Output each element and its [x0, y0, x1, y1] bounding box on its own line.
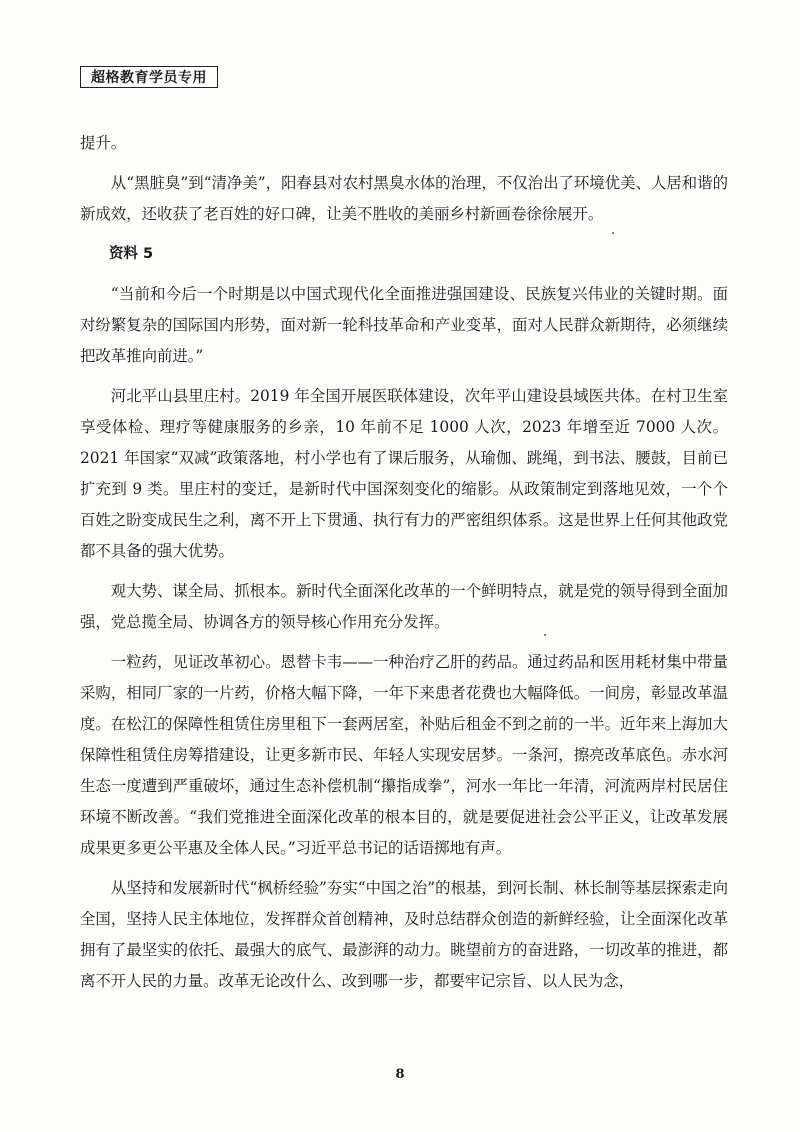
page-number: 8: [395, 1067, 405, 1082]
paragraph-continuation: 提升。: [80, 134, 127, 152]
scan-speck: [612, 232, 614, 234]
paragraph-reform-examples: 一粒药，见证改革初心。恩替卡韦——一种治疗乙肝的药品。通过药品和医用耗材集中带量采购，相同厂家的一片药，价格大幅下降，一年下来患者花费也大幅降低。一间房，彰显改革温度。在松江的保障性租赁住房里租下一套两居室，补贴后租金不到之前的一半。近年来上海加大保障性租赁住房筹措建设，让更多新市民、年轻人实现安居梦。一条河，擦亮改革底色。赤水河生态一度遭到严重破坏，通过生态补偿机制“攥指成拳”，河水一年比一年清，河流两岸村民居住环境不断改善。“我们党推进全面深化改革的根本目的，就是要促进社会公平正义，让改革发展成果更多更公平惠及全体人民。”习近平总书记的话语掷地有声。: [80, 653, 728, 857]
document-body: [80, 128, 728, 1006]
scan-speck: [544, 634, 546, 636]
section-heading-material-5: 资料 5: [109, 246, 154, 262]
paragraph-fengqiao-experience: 从坚持和发展新时代“枫桥经验”夯实“中国之治”的根基，到河长制、林长制等基层探索走向全国，坚持人民主体地位，发挥群众首创精神，及时总结群众创造的新鲜经验，让全面深化改革拥有了最坚实的依托、最强大的底气、最澎湃的动力。眺望前方的奋进路，一切改革的推进，都离不开人民的力量。改革无论改什么、改到哪一步，都要牢记宗旨、以人民为念，: [80, 879, 728, 990]
header-label: 超格教育学员专用: [80, 66, 218, 88]
paragraph-lizhuang-village: 河北平山县里庄村。2019 年全国开展医联体建设，次年平山建设县域医共体。在村卫生室享受体检、理疗等健康服务的乡亲，10 年前不足 1000 人次，2023 年增至近 7000 人次。2021 年国家“双减”政策落地，村小学也有了课后服务，从瑜伽、跳绳，到书法、腰鼓，目前已扩充到 9 类。里庄村的变迁，是新时代中国深刻变化的缩影。从政策制定到落地见效，一个个百姓之盼变成民生之利，离不开上下贯通、执行有力的严密组织体系。这是世界上任何其他政党都不具备的强大优势。: [80, 387, 728, 560]
paragraph-quote: “当前和今后一个时期是以中国式现代化全面推进强国建设、民族复兴伟业的关键时期。面对纷繁复杂的国际国内形势，面对新一轮科技革命和产业变革，面对人民群众新期待，必须继续把改革推向前进。”: [80, 285, 728, 365]
paragraph-river-governance: 从“黑脏臭”到“清净美”，阳春县对农村黑臭水体的治理，不仅治出了环境优美、人居和谐的新成效，还收获了老百姓的好口碑，让美不胜收的美丽乡村新画卷徐徐展开。: [80, 174, 728, 223]
paragraph-overall-situation: 观大势、谋全局、抓根本。新时代全面深化改革的一个鲜明特点，就是党的领导得到全面加强，党总揽全局、协调各方的领导核心作用充分发挥。: [80, 582, 728, 631]
